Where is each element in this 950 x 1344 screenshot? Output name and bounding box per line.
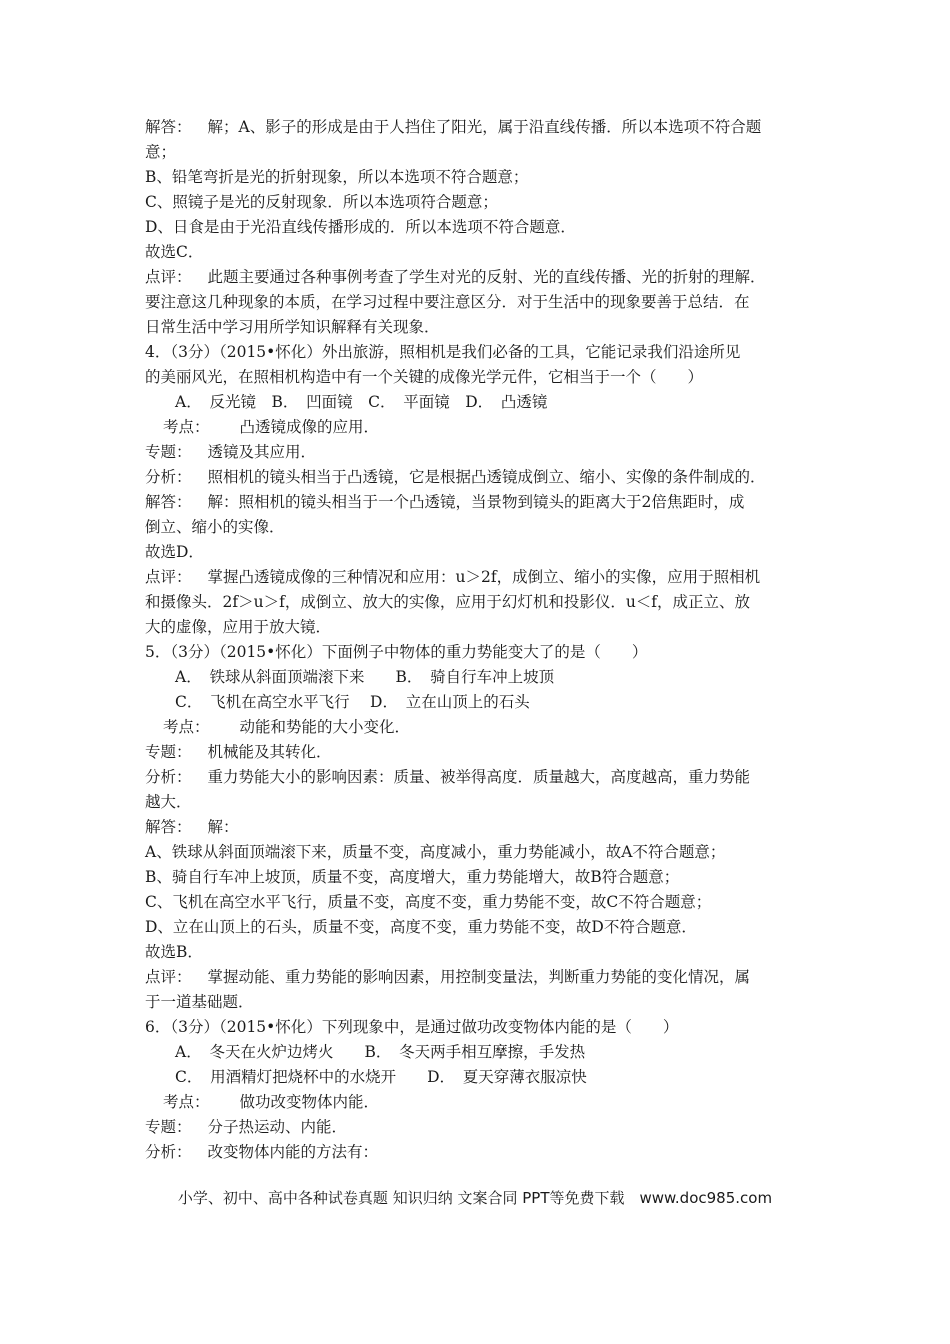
text-line <box>145 740 825 765</box>
line-text: 5．（3分）（2015•怀化）下面例子中物体的重力势能变大了的是（ ） <box>145 643 648 661</box>
text-line <box>145 1065 825 1090</box>
text-line <box>145 365 825 390</box>
page-footer: 小学、初中、高中各种试卷真题 知识归纳 文案合同 PPT等免费下载 www.doc985.com <box>177 1189 773 1207</box>
text-line <box>145 890 825 915</box>
line-text: 掌握凸透镜成像的三种情况和应用：u＞2f，成倒立、缩小的实像，应用于照相机 <box>207 568 761 586</box>
text-line <box>145 240 825 265</box>
line-text: 机械能及其转化． <box>207 743 332 761</box>
line-text: 要注意这几种现象的本质，在学习过程中要注意区分．对于生活中的现象要善于总结．在 <box>145 293 750 311</box>
text-line <box>145 415 825 440</box>
text-line <box>145 865 825 890</box>
line-text: C、飞机在高空水平飞行，质量不变，高度不变，重力势能不变，故C不符合题意； <box>145 893 712 911</box>
line-text: 解；A、影子的形成是由于人挡住了阳光，属于沿直线传播．所以本选项不符合题 <box>207 118 762 136</box>
text-line <box>145 1015 825 1040</box>
text-line <box>145 640 825 665</box>
line-text: 解：照相机的镜头相当于一个凸透镜，当景物到镜头的距离大于2倍焦距时，成 <box>207 493 745 511</box>
text-line <box>145 840 825 865</box>
line-text: 越大． <box>145 793 192 811</box>
line-label: 解答： <box>145 493 192 511</box>
line-text: 故选B． <box>145 943 203 961</box>
text-line <box>145 915 825 940</box>
text-line <box>145 190 825 215</box>
text-line <box>145 715 825 740</box>
line-label: 分析： <box>145 1143 192 1161</box>
line-text: 做功改变物体内能． <box>239 1093 380 1111</box>
text-line <box>145 1115 825 1140</box>
line-text: 意； <box>145 143 177 161</box>
text-line <box>145 115 825 140</box>
text-line <box>145 665 825 690</box>
line-text: 解： <box>207 818 239 836</box>
text-line <box>145 315 825 340</box>
text-line <box>145 490 825 515</box>
line-text: 透镜及其应用． <box>207 443 317 461</box>
text-line <box>145 165 825 190</box>
line-label: 考点： <box>163 718 210 736</box>
line-text: 4．（3分）（2015•怀化）外出旅游，照相机是我们必备的工具，它能记录我们沿途所见 <box>145 343 741 361</box>
text-line <box>145 790 825 815</box>
line-text: 照相机的镜头相当于凸透镜，它是根据凸透镜成倒立、缩小、实像的条件制成的． <box>207 468 766 486</box>
line-text: 6．（3分）（2015•怀化）下列现象中，是通过做功改变物体内能的是（ ） <box>145 1018 679 1036</box>
text-line <box>145 615 825 640</box>
line-text: 此题主要通过各种事例考查了学生对光的反射、光的直线传播、光的折射的理解． <box>207 268 766 286</box>
line-text: A、铁球从斜面顶端滚下来，质量不变，高度减小，重力势能减小，故A不符合题意； <box>145 843 726 861</box>
line-text: B、骑自行车冲上坡顶，质量不变，高度增大，重力势能增大，故B符合题意； <box>145 868 680 886</box>
line-text: C． 飞机在高空水平飞行 D． 立在山顶上的石头 <box>175 693 530 711</box>
line-text: 日常生活中学习用所学知识解释有关现象． <box>145 318 440 336</box>
line-label: 解答： <box>145 818 192 836</box>
text-line <box>145 590 825 615</box>
text-line <box>145 215 825 240</box>
line-text: 故选C． <box>145 243 204 261</box>
line-text: C． 用酒精灯把烧杯中的水烧开 D． 夏天穿薄衣服凉快 <box>175 1068 587 1086</box>
line-text: D、日食是由于光沿直线传播形成的．所以本选项不符合题意． <box>145 218 576 236</box>
text-line <box>145 815 825 840</box>
line-text: 的美丽风光，在照相机构造中有一个关键的成像光学元件，它相当于一个（ ） <box>145 368 704 386</box>
text-line <box>145 765 825 790</box>
line-label: 专题： <box>145 443 192 461</box>
line-label: 专题： <box>145 743 192 761</box>
line-text: A． 冬天在火炉边烤火 B． 冬天两手相互摩擦，手发热 <box>175 1043 586 1061</box>
line-label: 点评： <box>145 968 192 986</box>
text-line <box>145 1140 825 1165</box>
line-text: 分子热运动、内能． <box>207 1118 348 1136</box>
text-line <box>145 140 825 165</box>
text-line <box>145 965 825 990</box>
line-text: 倒立、缩小的实像． <box>145 518 285 536</box>
line-label: 解答： <box>145 118 192 136</box>
line-text: 于一道基础题． <box>145 993 254 1011</box>
text-line <box>145 990 825 1015</box>
text-line <box>145 940 825 965</box>
line-text: 凸透镜成像的应用． <box>239 418 380 436</box>
line-text: 大的虚像，应用于放大镜． <box>145 618 332 636</box>
text-line <box>145 340 825 365</box>
line-label: 分析： <box>145 768 192 786</box>
line-label: 分析： <box>145 468 192 486</box>
text-line <box>145 540 825 565</box>
text-line <box>145 290 825 315</box>
text-line <box>145 390 825 415</box>
line-text: 和摄像头．2f＞u＞f，成倒立、放大的实像，应用于幻灯机和投影仪．u＜f，成正立、放 <box>145 593 751 611</box>
line-text: 故选D． <box>145 543 204 561</box>
text-line <box>145 1040 825 1065</box>
line-label: 点评： <box>145 568 192 586</box>
line-label: 专题： <box>145 1118 192 1136</box>
line-text: D、立在山顶上的石头，质量不变，高度不变，重力势能不变，故D不符合题意． <box>145 918 697 936</box>
line-label: 考点： <box>163 1093 210 1111</box>
line-text: B、铅笔弯折是光的折射现象，所以本选项不符合题意； <box>145 168 529 186</box>
text-line <box>145 690 825 715</box>
line-text: 动能和势能的大小变化． <box>239 718 411 736</box>
document-body <box>145 115 825 1165</box>
text-line <box>145 515 825 540</box>
text-line <box>145 440 825 465</box>
text-line <box>145 1090 825 1115</box>
text-line <box>145 565 825 590</box>
line-text: A． 铁球从斜面顶端滚下来 B． 骑自行车冲上坡顶 <box>175 668 555 686</box>
line-label: 考点： <box>163 418 210 436</box>
line-text: C、照镜子是光的反射现象．所以本选项符合题意； <box>145 193 498 211</box>
line-label: 点评： <box>145 268 192 286</box>
line-text: A． 反光镜 B． 凹面镜 C． 平面镜 D． 凸透镜 <box>175 393 548 411</box>
line-text: 改变物体内能的方法有： <box>207 1143 379 1161</box>
text-line <box>145 265 825 290</box>
line-text: 重力势能大小的影响因素：质量、被举得高度．质量越大，高度越高，重力势能 <box>207 768 751 786</box>
line-text: 掌握动能、重力势能的影响因素，用控制变量法，判断重力势能的变化情况，属 <box>207 968 751 986</box>
text-line <box>145 465 825 490</box>
